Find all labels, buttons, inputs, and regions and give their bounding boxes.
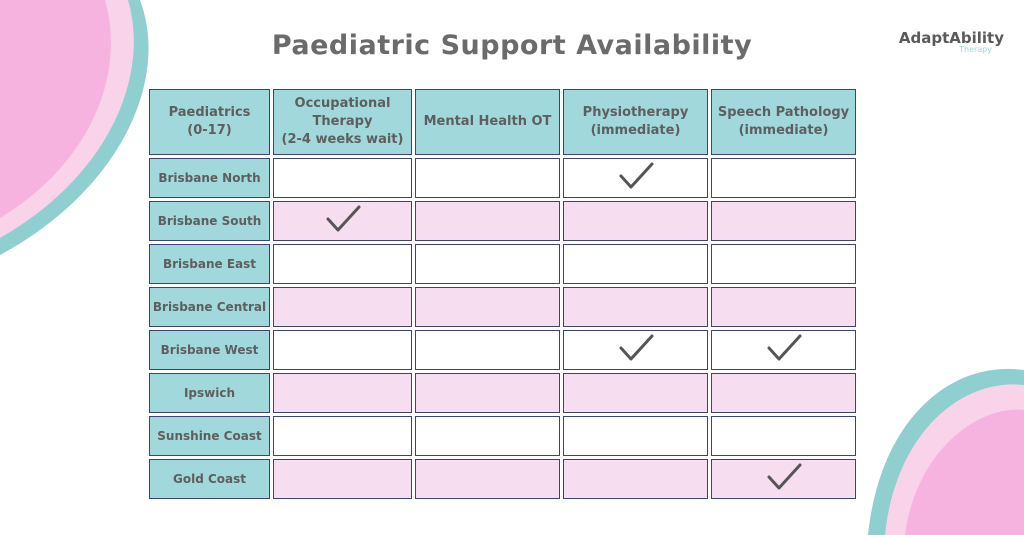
header-line: Physiotherapy [582,105,689,120]
availability-cell [415,416,560,456]
header-line: (immediate) [590,123,681,138]
availability-cell [273,287,412,327]
table-row [149,287,856,327]
check-mark-icon [766,333,802,363]
brand-logo [899,29,1004,54]
logo-text: AdaptAbility [898,29,1004,47]
region-label: Ipswich [149,373,270,413]
header-speech-pathology [711,89,856,155]
availability-cell [711,244,856,284]
availability-cell [711,287,856,327]
region-label: Brisbane West [149,330,270,370]
header-paediatrics [149,89,270,155]
table-body [149,158,856,499]
check-mark-icon [618,161,654,191]
region-label: Brisbane North [149,158,270,198]
availability-cell [273,244,412,284]
region-label: Gold Coast [149,459,270,499]
region-label: Brisbane South [149,201,270,241]
availability-cell [563,287,708,327]
availability-cell [415,244,560,284]
header-line: (immediate) [738,123,829,138]
table-row [149,158,856,198]
availability-cell [415,330,560,370]
header-mental-health-ot [415,89,560,155]
availability-cell [563,330,708,370]
availability-cell [711,330,856,370]
availability-cell [273,373,412,413]
table-row [149,201,856,241]
availability-cell [415,287,560,327]
availability-cell [273,459,412,499]
region-label: Sunshine Coast [149,416,270,456]
table-row [149,416,856,456]
availability-cell [563,416,708,456]
header-physiotherapy [563,89,708,155]
region-label: Brisbane East [149,244,270,284]
table-row [149,330,856,370]
availability-cell [563,201,708,241]
check-mark-icon [766,462,802,492]
table-row [149,459,856,499]
availability-cell [563,244,708,284]
header-row [149,89,856,155]
region-label: Brisbane Central [149,287,270,327]
header-line: Speech Pathology [717,105,850,120]
availability-cell [273,201,412,241]
availability-cell [273,416,412,456]
availability-cell [273,158,412,198]
availability-cell [711,459,856,499]
header-occupational-therapy [273,89,412,155]
availability-cell [415,459,560,499]
availability-cell [563,373,708,413]
availability-cell [563,459,708,499]
availability-cell [415,158,560,198]
header-line: Occupational [294,96,391,111]
table-row [149,373,856,413]
header-line: (0-17) [187,123,232,138]
availability-cell [711,158,856,198]
availability-cell [711,416,856,456]
availability-cell [711,373,856,413]
header-line: Therapy [312,114,373,129]
availability-cell [711,201,856,241]
header-line: (2-4 weeks wait) [281,132,404,147]
availability-cell [415,373,560,413]
page-title: Paediatric Support Availability [271,30,753,61]
check-mark-icon [325,204,361,234]
logo-subtext: Therapy [959,45,992,54]
header-line: Mental Health OT [423,114,552,129]
availability-cell [563,158,708,198]
availability-cell [273,330,412,370]
header-line: Paediatrics [168,105,251,120]
check-mark-icon [618,333,654,363]
availability-cell [415,201,560,241]
table-row [149,244,856,284]
availability-table [146,86,859,502]
